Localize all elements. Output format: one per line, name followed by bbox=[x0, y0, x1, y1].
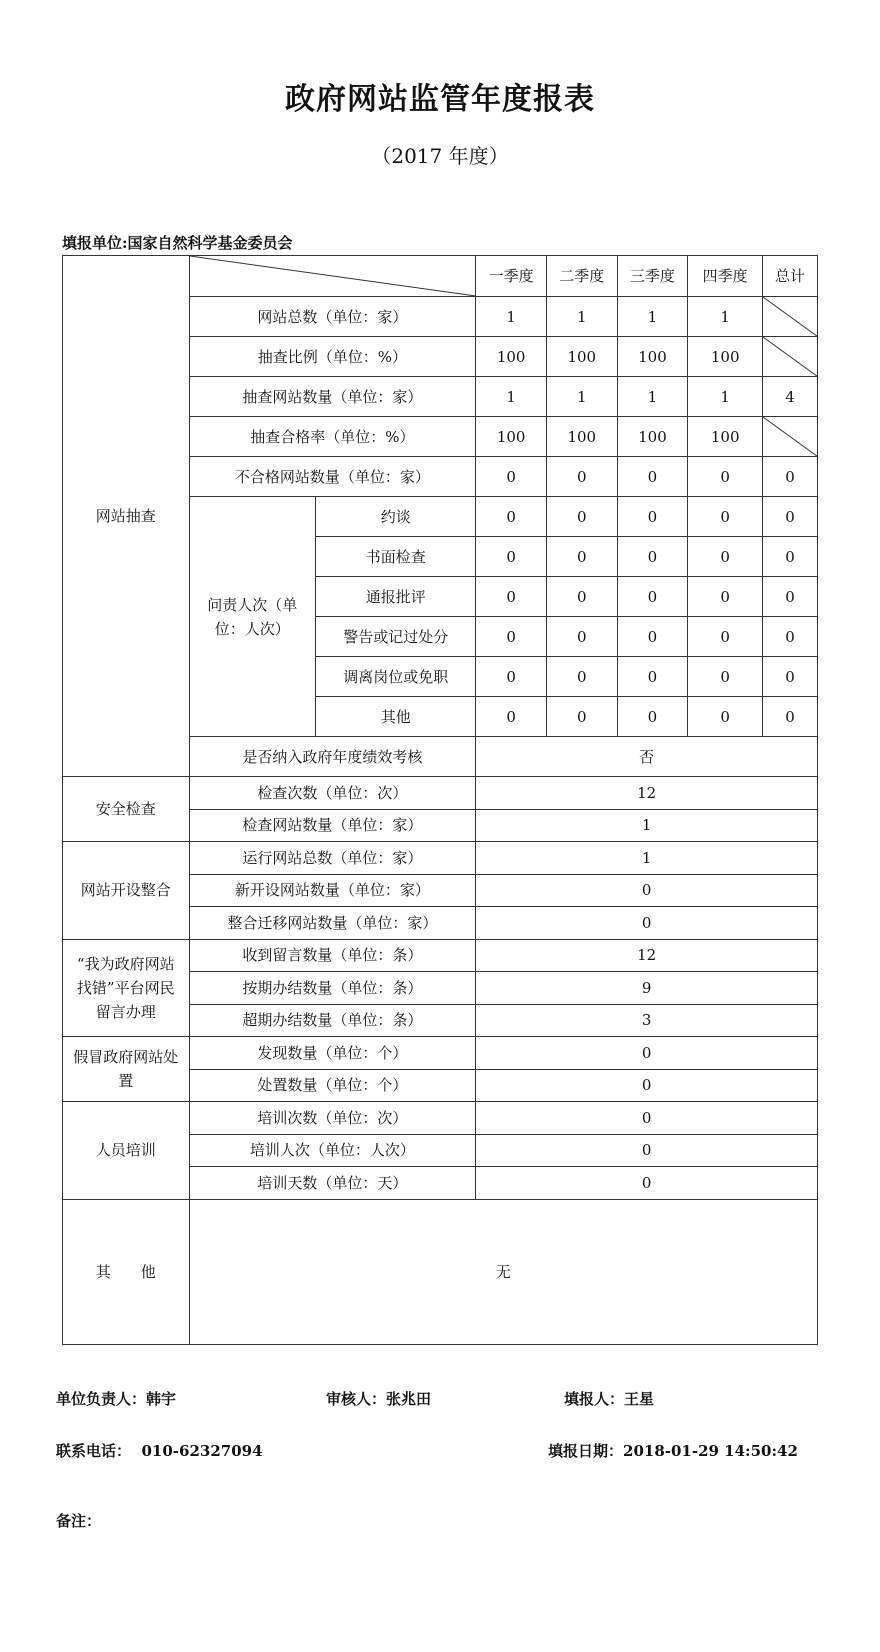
quarter-header: 一季度 bbox=[476, 256, 547, 297]
section-name: 假冒政府网站处置 bbox=[63, 1037, 190, 1102]
quarter-header: 二季度 bbox=[546, 256, 617, 297]
quarter-value: 0 bbox=[688, 657, 763, 697]
quarter-value: 0 bbox=[546, 577, 617, 617]
perf-value: 否 bbox=[476, 737, 818, 777]
reviewer-label: 审核人： bbox=[326, 1390, 387, 1408]
row-label: 检查网站数量（单位：家） bbox=[189, 809, 476, 842]
report-subtitle: （2017 年度） bbox=[371, 144, 509, 168]
row-label: 通报批评 bbox=[316, 577, 476, 617]
quarter-value: 0 bbox=[546, 497, 617, 537]
row-value: 1 bbox=[476, 842, 818, 875]
row-label: 其他 bbox=[316, 697, 476, 737]
phone-value: 010-62327094 bbox=[141, 1442, 263, 1460]
date-label: 填报日期： bbox=[548, 1442, 624, 1460]
row-value: 1 bbox=[476, 809, 818, 842]
section-name: “我为政府网站找错”平台网民留言办理 bbox=[63, 939, 190, 1037]
row-label: 收到留言数量（单位：条） bbox=[189, 939, 476, 972]
quarter-value: 100 bbox=[617, 337, 688, 377]
table-row bbox=[63, 777, 818, 810]
row-label: 按期办结数量（单位：条） bbox=[189, 972, 476, 1005]
quarter-value: 100 bbox=[688, 337, 763, 377]
row-label: 是否纳入政府年度绩效考核 bbox=[189, 737, 476, 777]
diagonal-stroke bbox=[763, 297, 817, 336]
quarter-value: 0 bbox=[476, 537, 547, 577]
section-name: 人员培训 bbox=[63, 1102, 190, 1200]
report-table bbox=[62, 255, 818, 1345]
quarter-value: 0 bbox=[617, 497, 688, 537]
table-row bbox=[63, 1037, 818, 1070]
section-spot-check: 网站抽查 bbox=[63, 256, 190, 777]
total-empty bbox=[763, 417, 818, 457]
total-value: 0 bbox=[763, 657, 818, 697]
total-value: 0 bbox=[763, 577, 818, 617]
footer-head bbox=[56, 1388, 176, 1409]
footer-reviewer bbox=[326, 1388, 431, 1409]
filler-label: 填报人： bbox=[564, 1390, 625, 1408]
diagonal-line bbox=[763, 417, 817, 456]
quarter-value: 0 bbox=[546, 697, 617, 737]
quarter-value: 100 bbox=[476, 337, 547, 377]
quarter-value: 0 bbox=[688, 537, 763, 577]
diagonal-line bbox=[763, 337, 817, 376]
total-empty bbox=[763, 297, 818, 337]
diagonal-stroke bbox=[763, 337, 817, 376]
table-row bbox=[63, 256, 818, 297]
total-value: 0 bbox=[763, 617, 818, 657]
quarter-value: 1 bbox=[688, 377, 763, 417]
total-value: 0 bbox=[763, 537, 818, 577]
quarter-value: 0 bbox=[688, 697, 763, 737]
row-label: 处置数量（单位：个） bbox=[189, 1069, 476, 1102]
row-value: 12 bbox=[476, 939, 818, 972]
footer-remark bbox=[56, 1510, 101, 1531]
row-value: 3 bbox=[476, 1004, 818, 1037]
row-label: 运行网站总数（单位：家） bbox=[189, 842, 476, 875]
quarter-value: 1 bbox=[617, 297, 688, 337]
row-label: 整合迁移网站数量（单位：家） bbox=[189, 907, 476, 940]
quarter-value: 100 bbox=[688, 417, 763, 457]
head-label: 单位负责人： bbox=[56, 1390, 147, 1408]
quarter-value: 0 bbox=[688, 577, 763, 617]
quarter-value: 0 bbox=[476, 457, 547, 497]
row-value: 0 bbox=[476, 1134, 818, 1167]
quarter-value: 0 bbox=[688, 497, 763, 537]
row-value: 0 bbox=[476, 1037, 818, 1070]
quarter-value: 100 bbox=[617, 417, 688, 457]
quarter-value: 100 bbox=[546, 337, 617, 377]
footer-phone bbox=[56, 1440, 263, 1461]
report-title: 政府网站监管年度报表 bbox=[285, 82, 595, 117]
quarter-value: 0 bbox=[617, 617, 688, 657]
phone-label: 联系电话： bbox=[56, 1442, 132, 1460]
quarter-value: 1 bbox=[476, 297, 547, 337]
quarter-header: 总计 bbox=[763, 256, 818, 297]
section-name: 网站开设整合 bbox=[63, 842, 190, 940]
total-empty bbox=[763, 337, 818, 377]
total-value: 4 bbox=[763, 377, 818, 417]
quarter-value: 100 bbox=[546, 417, 617, 457]
row-value: 0 bbox=[476, 1069, 818, 1102]
row-label: 警告或记过处分 bbox=[316, 617, 476, 657]
row-label: 书面检查 bbox=[316, 537, 476, 577]
quarter-value: 0 bbox=[617, 537, 688, 577]
row-value: 12 bbox=[476, 777, 818, 810]
quarter-value: 0 bbox=[476, 617, 547, 657]
filler-value: 王星 bbox=[624, 1390, 655, 1408]
row-label: 新开设网站数量（单位：家） bbox=[189, 874, 476, 907]
row-label: 发现数量（单位：个） bbox=[189, 1037, 476, 1070]
row-label: 检查次数（单位：次） bbox=[189, 777, 476, 810]
quarter-header: 三季度 bbox=[617, 256, 688, 297]
row-label: 培训次数（单位：次） bbox=[189, 1102, 476, 1135]
row-value: 0 bbox=[476, 1167, 818, 1200]
head-value: 韩宇 bbox=[146, 1390, 177, 1408]
date-value: 2018-01-29 14:50:42 bbox=[623, 1442, 798, 1460]
fill-unit: 填报单位:国家自然科学基金委员会 bbox=[62, 234, 293, 252]
quarter-value: 0 bbox=[476, 577, 547, 617]
quarter-value: 0 bbox=[476, 497, 547, 537]
total-value: 0 bbox=[763, 497, 818, 537]
footer-filler bbox=[564, 1388, 654, 1409]
quarter-value: 1 bbox=[688, 297, 763, 337]
quarter-value: 0 bbox=[546, 537, 617, 577]
quarter-value: 0 bbox=[688, 457, 763, 497]
table-row bbox=[63, 1199, 818, 1344]
total-value: 0 bbox=[763, 457, 818, 497]
row-label: 培训人次（单位：人次） bbox=[189, 1134, 476, 1167]
quarter-value: 1 bbox=[546, 297, 617, 337]
table-row bbox=[63, 842, 818, 875]
diagonal-stroke bbox=[763, 417, 817, 456]
row-label: 不合格网站数量（单位：家） bbox=[189, 457, 476, 497]
quarter-value: 0 bbox=[617, 577, 688, 617]
row-label: 抽查比例（单位：%） bbox=[189, 337, 476, 377]
quarter-value: 0 bbox=[617, 457, 688, 497]
quarter-value: 0 bbox=[546, 617, 617, 657]
quarter-value: 0 bbox=[617, 657, 688, 697]
remark-label: 备注： bbox=[56, 1512, 102, 1530]
quarter-value: 0 bbox=[476, 657, 547, 697]
table-row bbox=[63, 1102, 818, 1135]
quarter-value: 0 bbox=[546, 657, 617, 697]
quarter-value: 1 bbox=[546, 377, 617, 417]
section-name: 安全检查 bbox=[63, 777, 190, 842]
other-label: 其 他 bbox=[63, 1199, 190, 1344]
quarter-value: 100 bbox=[476, 417, 547, 457]
diagonal-stroke bbox=[190, 256, 476, 296]
quarter-value: 0 bbox=[617, 697, 688, 737]
row-label: 超期办结数量（单位：条） bbox=[189, 1004, 476, 1037]
footer-date bbox=[548, 1440, 798, 1461]
row-value: 0 bbox=[476, 874, 818, 907]
row-label: 网站总数（单位：家） bbox=[189, 297, 476, 337]
header-corner bbox=[189, 256, 476, 297]
quarter-value: 0 bbox=[476, 697, 547, 737]
reviewer-value: 张兆田 bbox=[386, 1390, 432, 1408]
row-label: 约谈 bbox=[316, 497, 476, 537]
diagonal-line bbox=[763, 297, 817, 336]
quarter-value: 1 bbox=[476, 377, 547, 417]
table-row bbox=[63, 939, 818, 972]
row-label: 抽查网站数量（单位：家） bbox=[189, 377, 476, 417]
quarter-value: 0 bbox=[688, 617, 763, 657]
quarter-header: 四季度 bbox=[688, 256, 763, 297]
row-label: 抽查合格率（单位：%） bbox=[189, 417, 476, 457]
quarter-value: 1 bbox=[617, 377, 688, 417]
other-value: 无 bbox=[189, 1199, 817, 1344]
total-value: 0 bbox=[763, 697, 818, 737]
row-label: 培训天数（单位：天） bbox=[189, 1167, 476, 1200]
row-label: 调离岗位或免职 bbox=[316, 657, 476, 697]
row-value: 9 bbox=[476, 972, 818, 1005]
row-value: 0 bbox=[476, 1102, 818, 1135]
accountability-label: 问责人次（单位：人次） bbox=[189, 497, 316, 737]
quarter-value: 0 bbox=[546, 457, 617, 497]
diagonal-line bbox=[190, 256, 476, 296]
row-value: 0 bbox=[476, 907, 818, 940]
